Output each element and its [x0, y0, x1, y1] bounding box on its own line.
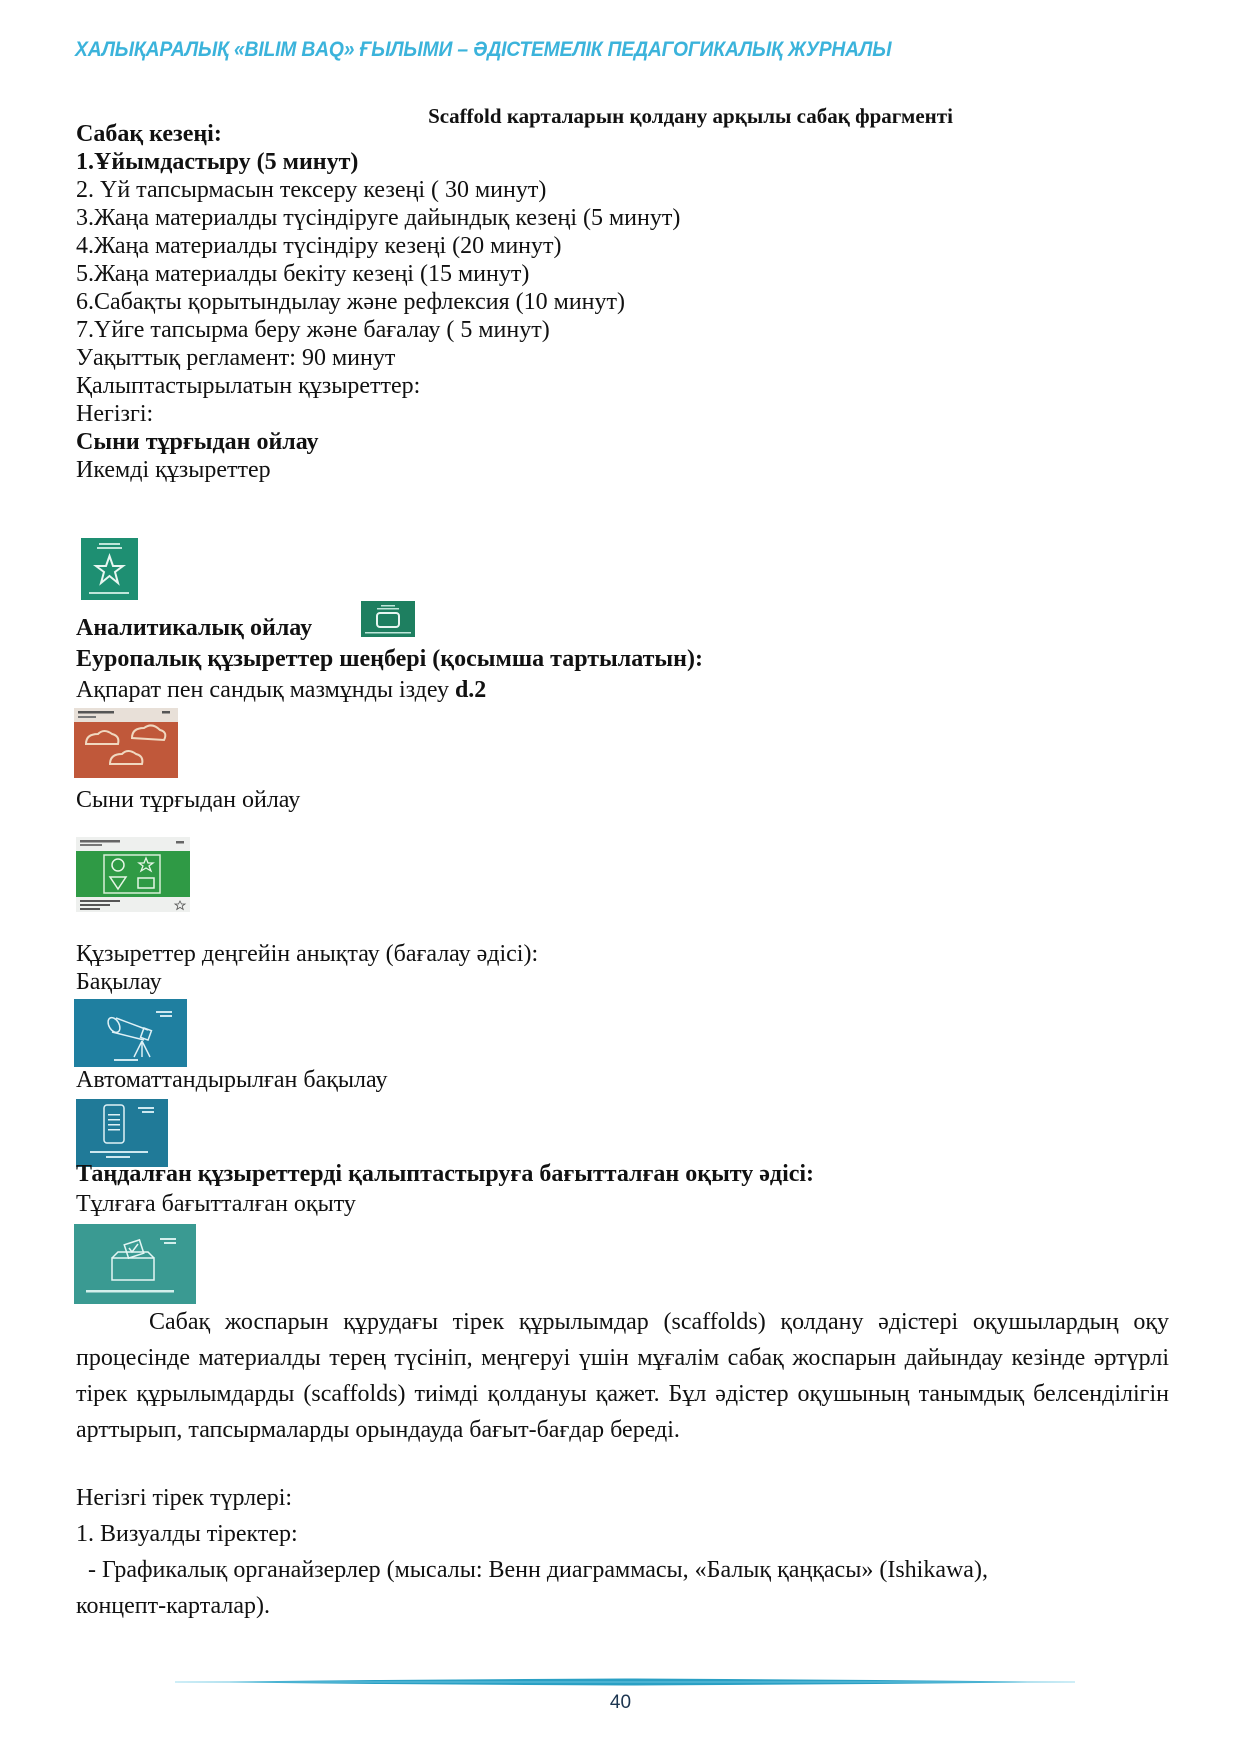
visual-heading: 1. Визуалды тіректер: [76, 1521, 298, 1547]
footer-divider [175, 1678, 1075, 1686]
personal-learning: Тұлғаға бағытталған оқыту [76, 1191, 356, 1217]
stage-item: 6.Сабақты қорытындылау және рефлексия (10 минут) [76, 289, 625, 315]
time-regulation: Уақыттық регламент: 90 минут [76, 345, 396, 371]
observation: Бақылау [76, 969, 162, 995]
shapes-icon [76, 837, 190, 912]
types-heading: Негізгі тірек түрлері: [76, 1485, 293, 1511]
stage-item: 5.Жаңа материалды бекіту кезеңі (15 минут) [76, 261, 530, 287]
phone-icon [76, 1099, 168, 1167]
clouds-icon [74, 708, 178, 778]
info-search-code: d.2 [454, 677, 487, 703]
automated-observation-card [76, 1099, 168, 1167]
stage-item: 7.Үйге тапсырма беру және бағалау ( 5 минут) [76, 317, 550, 343]
stage-item: 3.Жаңа материалды түсіндіруге дайындық кезеңі (5 минут) [76, 205, 681, 231]
stages-heading: Сабақ кезеңі: [76, 121, 222, 147]
page-number: 40 [609, 1692, 632, 1713]
stage-item: 4.Жаңа материалды түсіндіру кезеңі (20 минут) [76, 233, 562, 259]
graphic-organizers: - Графикалық органайзерлер (мысалы: Венн диаграммасы, «Балық қаңқасы» (Ishikawa), [76, 1557, 988, 1583]
concept-maps: концепт-карталар). [76, 1593, 271, 1619]
telescope-icon [74, 999, 187, 1067]
critical-thinking-card [76, 837, 190, 912]
personal-learning-card [74, 1224, 196, 1304]
info-search-card [74, 708, 178, 778]
info-search [76, 676, 486, 704]
paragraph-text: Сабақ жоспарын құрудағы тірек құрылымдар (scaffolds) қолдану әдістері оқушылардың оқу процесінде материалды терең түсініп, меңгеруі үшін мұғалім сабақ жоспарын дайындау кезінде әртүрлі тірек құрылымдарды (scaffolds) тиімді қолдануы қажет. Бұл әдістер оқушының танымдық белсенділігін арттырып, тапсырмаларды орындауда бағыт-бағдар береді. [76, 1309, 1169, 1443]
stage-item: 2. Үй тапсырмасын тексеру кезеңі ( 30 минут) [76, 177, 547, 203]
assessment-heading: Құзыреттер деңгейін анықтау (бағалау әдісі): [76, 941, 539, 967]
critical-thinking: Сыни тұрғыдан ойлау [76, 787, 301, 813]
observation-card [74, 999, 187, 1067]
info-search-text: Ақпарат пен сандық мазмұнды іздеу [76, 677, 455, 703]
european-framework: Еуропалық құзыреттер шеңбері (қосымша тартылатын): [76, 646, 703, 672]
flexible-competencies: Икемді құзыреттер [76, 457, 271, 483]
competencies-heading: Қалыптастырылатын құзыреттер: [76, 373, 421, 399]
body-paragraph [76, 1304, 1169, 1448]
analytical-thinking: Аналитикалық ойлау [76, 615, 313, 641]
star-icon [81, 538, 138, 600]
analytical-thinking-card [361, 601, 415, 637]
basic-label: Негізгі: [76, 401, 154, 427]
method-heading: Таңдалған құзыреттерді қалыптастыруға бағытталған оқыту әдісі: [76, 1161, 815, 1187]
stage-item: 1.Ұйымдастыру (5 минут) [76, 149, 359, 175]
automated-observation: Автоматтандырылған бақылау [76, 1067, 388, 1093]
ballot-box-icon [74, 1224, 196, 1304]
flexible-competencies-card [81, 538, 138, 600]
frame-icon [361, 601, 415, 637]
critical-thinking-bold: Сыни тұрғыдан ойлау [76, 429, 319, 455]
section-title: Scaffold карталарын қолдану арқылы сабақ фрагменті [428, 104, 953, 128]
journal-header: ХАЛЫҚАРАЛЫҚ «BILIM BAQ» ҒЫЛЫМИ – ӘДІСТЕМЕЛІК ПЕДАГОГИКАЛЫҚ ЖУРНАЛЫ [75, 38, 892, 61]
